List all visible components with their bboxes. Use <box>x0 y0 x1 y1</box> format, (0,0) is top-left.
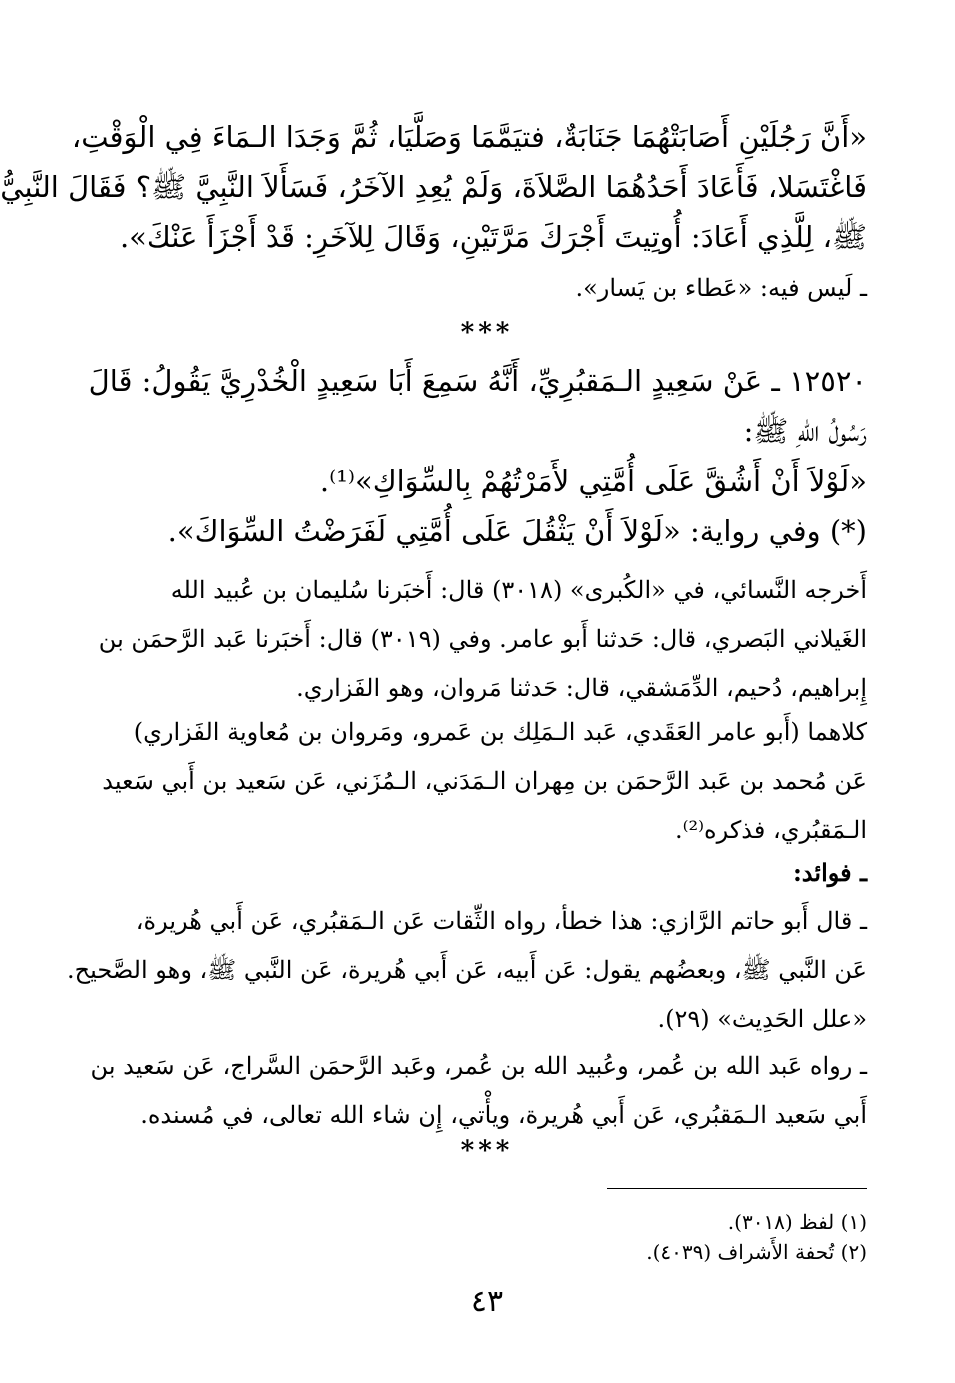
text-line: «أَنَّ رَجُلَيْنِ أَصَابَتْهُمَا جَنَابَةٌ، فتيَمَّمَا وَصَلَّيَا، ثُمَّ وَجَدَا الـمَاءَ فِي الْوَقْتِ، <box>71 120 867 154</box>
text-line: الغَيلاني البَصري، قال: حَدثنا أَبو عامر. وفي (٣٠١٩) قال: أَخبَرنا عَبد الرَّحمَن بن <box>98 625 867 653</box>
text-line: فَاغْتَسَلا، فَأَعَادَ أَحَدُهُمَا الصَّلاَةَ، وَلَمْ يُعِدِ الآخَرُ، فَسَأَلاَ النَّبِيَّ ﷺ؟ فَقَالَ النَّبِيُّ <box>0 170 867 204</box>
footnote-2: (٢) تُحفة الأَشراف (٤٠٣٩). <box>646 1240 867 1264</box>
text-line: (*) وفي رواية: «لَوْلاَ أَنْ يَثْقُلَ عَلَى أُمَّتِي لَفَرَضْتُ السِّوَاكَ». <box>167 514 867 548</box>
page-number: ٤٣ <box>470 1284 504 1319</box>
hadith-heading-line: ١٢٥٢٠ ـ عَنْ سَعِيدٍ الـمَقبُرِيِّ، أَنَّهُ سَمِعَ أَبَا سَعِيدٍ الْخُدْرِيَّ يَقُولُ: قَالَ <box>88 364 867 398</box>
fawaid-section <box>66 848 867 1044</box>
text-line: «لَوْلاَ أَنْ أَشُقَّ عَلَى أُمَّتِي لأَمَرْتُهُمْ بِالسِّوَاكِ»⁽¹⁾. <box>319 464 867 498</box>
text-line: أَبي سَعيد الـمَقبُري، عَن أَبي هُريرة، ويأْتي، إِن شاء الله تعالى، في مُسنده. <box>140 1101 867 1129</box>
text-line: ﷺ، لِلَّذِي أَعَادَ: أُوتِيتَ أَجْرَكَ مَرَّتَيْنِ، وَقَالَ لِلآخَرِ: قَدْ أَجْزَأَ عَنْكَ». <box>119 220 867 254</box>
text-line: ـ رواه عَبد الله بن عُمر، وعُبيد الله بن عُمر، وعَبد الرَّحمَن السَّراج، عَن سَعيد بن <box>90 1052 867 1080</box>
section-separator: *** <box>460 318 514 348</box>
fawaid-heading: ـ فوائد: <box>792 858 867 887</box>
text-line: الـمَقبُري، فذكره⁽²⁾. <box>674 816 867 844</box>
text-line: إِبراهيم، دُحيم، الدِّمَشقي، قال: حَدثنا مَروان، وهو الفَزاري. <box>296 674 867 702</box>
text-line: رَسُولُ اللهِ ﷺ: <box>743 414 867 448</box>
section-separator: *** <box>460 1136 514 1166</box>
hadith-note <box>107 264 867 313</box>
hadith-12520 <box>88 356 867 556</box>
footnote-rule <box>607 1188 867 1189</box>
fawaid-paragraph-2 <box>90 1042 867 1140</box>
takhrij-paragraph <box>98 566 867 713</box>
text-line: عَن النَّبي ﷺ، وبعضُهم يقول: عَن أَبيه، عَن أَبي هُريرة، عَن النَّبي ﷺ، وهو الصَّحيح. <box>66 956 867 984</box>
hadith-text-continued <box>0 112 867 262</box>
isnad-paragraph <box>102 708 867 855</box>
text-line: كلاهما (أَبو عامر العَقَدي، عَبد الـمَلِك بن عَمرو، ومَروان بن مُعاوية الفَزاري) <box>133 718 867 746</box>
footnotes <box>107 1207 867 1267</box>
footnote-1: (١) لفظ (٣٠١٨). <box>727 1210 867 1234</box>
text-line: «علل الحَدِيث» (٢٩). <box>657 1005 867 1033</box>
text-line: أَخرجه النَّسائي، في «الكُبرى» (٣٠١٨) قال: أَخبَرنا سُليمان بن عُبيد الله <box>170 576 867 604</box>
text-line: عَن مُحمد بن عَبد الرَّحمَن بن مِهران الـمَدَني، الـمُزَني، عَن سَعيد بن أَبي سَعيد <box>102 767 867 795</box>
note-line: ـ لَيس فيه: «عَطاء بن يَسار». <box>575 274 867 302</box>
text-line: ـ قال أَبو حاتم الرَّازي: هذا خطأ، رواه الثِّقات عَن الـمَقبُري، عَن أَبي هُريرة، <box>135 907 867 935</box>
